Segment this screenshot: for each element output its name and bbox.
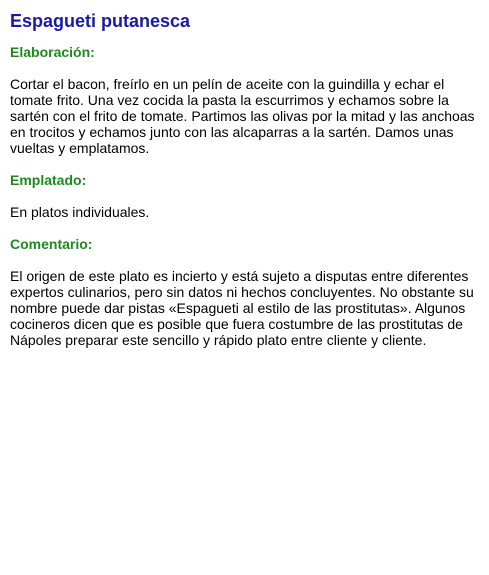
comentario-heading: Comentario: <box>10 236 93 252</box>
emplatado-text: En platos individuales. <box>10 204 150 220</box>
elaboracion-heading: Elaboración: <box>10 44 95 60</box>
section-elaboracion <box>10 43 479 156</box>
recipe-title: Espagueti putanesca <box>10 11 191 31</box>
elaboracion-text: Cortar el bacon, freírlo en un pelín de aceite con la guindilla y echar el tomate frito. Una vez cocida la pasta la escurrimos y echamos sobre la sartén con el frito de tomate. Partimos las olivas por la mitad y las anchoas en trocitos y echamos junto con las alcaparras a la sartén. Damos unas vueltas y emplatamos. <box>10 76 475 156</box>
section-emplatado <box>10 171 479 220</box>
section-comentario <box>10 235 479 348</box>
emplatado-heading: Emplatado: <box>10 172 87 188</box>
comentario-text: El origen de este plato es incierto y está sujeto a disputas entre diferentes expertos culinarios, pero sin datos ni hechos concluyentes. No obstante su nombre puede dar pistas «Espagueti al estilo de las prostitutas». Algunos cocineros dicen que es posible que fuera costumbre de las prostitutas de Nápoles preparar este sencillo y rápido plato entre cliente y cliente. <box>10 268 474 348</box>
